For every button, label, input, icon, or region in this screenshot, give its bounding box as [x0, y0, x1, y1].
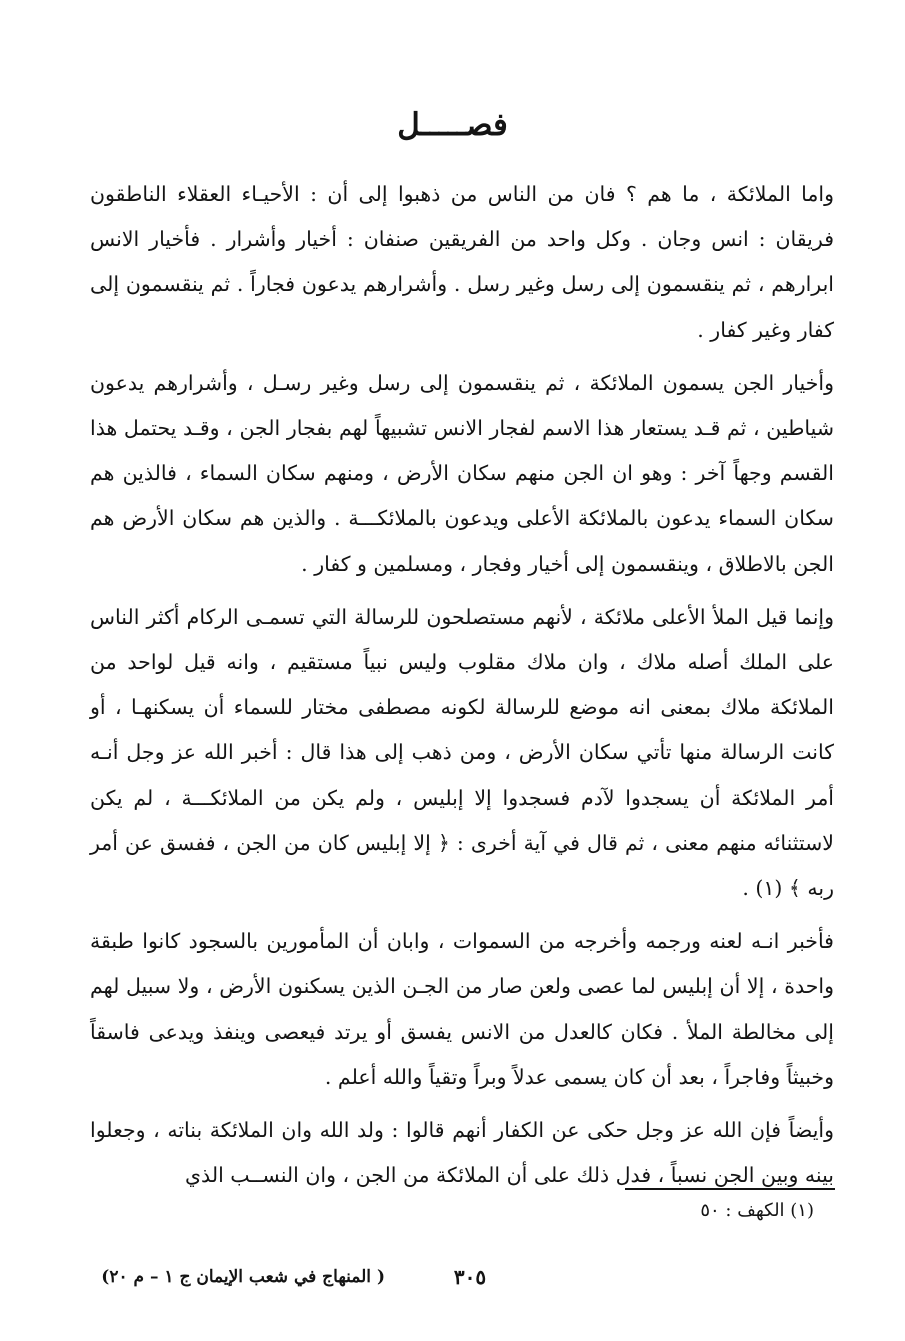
paragraph-4: فأخبر انـه لعنه ورجمه وأخرجه من السموات ، وابان أن المأمورين بالسجود كانوا طبقة واحدة ، إلا أن إبليس لما عصى ولعن صار من الجـن الذين يسكنون الأرض ، ولا سبيل لهم إلى مخالطة الملأ . فكان كالعدل من الانس يفسق أو يرتد فيعصى وينفذ ويدعى فاسقاً وخبيثاً وفاجراً ، بعد أن كان يسمى عدلاً وبراً وتقياً والله أعلم . [90, 929, 834, 1089]
paragraph-3: وإنما قيل الملأ الأعلى ملائكة ، لأنهم مستصلحون للرسالة التي تسمـى الركام أكثر الناس على الملك أصله ملاك ، وان ملاك مقلوب وليس نبياً مستقيم ، وانه قيل لواحد من الملائكة ملاك بمعنى انه موضع للرسالة لكونه مصطفى مختار للسماء أن يسكنهـا ، أو كانت الرسالة منها تأتي سكان الأرض ، ومن ذهب إلى هذا قال : أخبر الله عز وجل أنـه أمر الملائكة أن يسجدوا لآدم فسجدوا إلا إبليس ، ولم يكن من الملائكـــة ، لم يكن لاستثنائه منهم معنى ، ثم قال في آية أخرى : ﴿ إلا إبليس كان من الجن ، ففسق عن أمر ربه ﴾ (١) . [90, 604, 834, 901]
footnote: (١) الكهف : ٥٠ [700, 1200, 814, 1221]
paragraph-2: وأخيار الجن يسمون الملائكة ، ثم ينقسمون إلى رسل وغير رسـل ، وأشرارهم يدعون شياطين ، ثم قـد يستعار هذا الاسم لفجار الانس تشبيهاً لهم بفجار الجن ، وقـد يحتمل هذا القسم وجهاً آخر : وهو ان الجن منهم سكان الأرض ، ومنهم سكان السماء ، فالذين هم سكان السماء يدعون بالملائكة الأعلى ويدعون بالملائكـــة . والذين هم سكان الأرض هم الجن بالاطلاق ، وينقسمون إلى أخيار وفجار ، ومسلمين و كفار . [90, 370, 834, 576]
page-number: ٣٠٥ [453, 1265, 487, 1289]
paragraph-1: واما الملائكة ، ما هم ؟ فان من الناس من ذهبوا إلى أن : الأحيـاء العقلاء الناطقون فريقان : انس وجان . وكل واحد من الفريقين صنفان : أخيار وأشرار . فأخيار الانس ابرارهم ، ثم ينقسمون إلى رسل وغير رسل . وأشرارهم يدعون فجاراً . ثم ينقسمون إلى كفار وغير كفار . [90, 182, 834, 342]
running-footer: ( المنهاج في شعب الإيمان ج ١ – م ٢٠) [101, 1267, 385, 1287]
paragraph-5: وأيضاً فإن الله عز وجل حكى عن الكفار أنهم قالوا : ولد الله وان الملائكة بناته ، وجعلوا بينه وبين الجن نسباً ، فدل ذلك على أن الملائكة من الجن ، وان النســب الذي [90, 1118, 834, 1188]
section-title: فصـــــل [397, 107, 508, 143]
footnote-divider [625, 1188, 835, 1190]
body-text [90, 172, 834, 1198]
